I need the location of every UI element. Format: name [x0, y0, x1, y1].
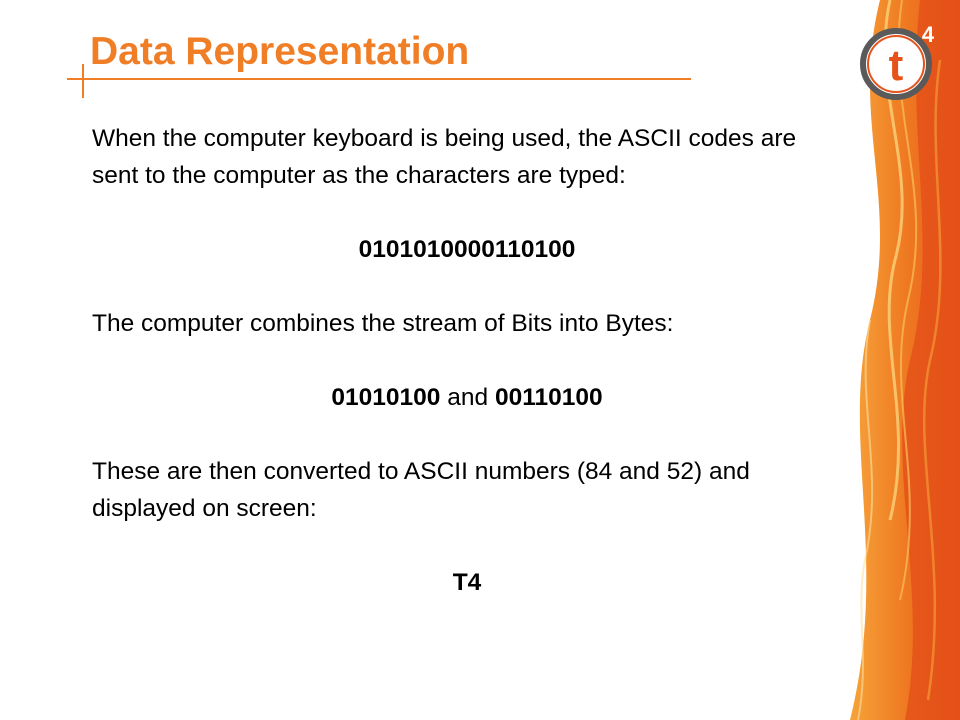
result-text: T4 — [452, 569, 482, 596]
paragraph-bytes: The computer combines the stream of Bits into Bytes: — [92, 310, 674, 337]
t4-logo-icon — [858, 18, 942, 102]
bitstream-value: 0101010000110100 — [358, 236, 576, 263]
byte-two: 00110100 — [494, 384, 603, 411]
byte-pair — [92, 379, 842, 416]
logo-letter: t — [888, 41, 904, 90]
title-underline — [67, 78, 691, 80]
slide-title: Data Representation — [90, 30, 470, 73]
paragraph-ascii: These are then converted to ASCII numbers (84 and 52) and displayed on screen: — [92, 458, 750, 522]
byte-joiner: and — [447, 384, 489, 411]
logo-superscript: 4 — [921, 22, 935, 47]
byte-one: 01010100 — [331, 384, 441, 411]
slide-body — [92, 120, 842, 601]
paragraph-keyboard: When the computer keyboard is being used, the ASCII codes are sent to the computer as the characters are typed: — [92, 125, 797, 189]
title-crosshair-tick — [82, 64, 84, 98]
